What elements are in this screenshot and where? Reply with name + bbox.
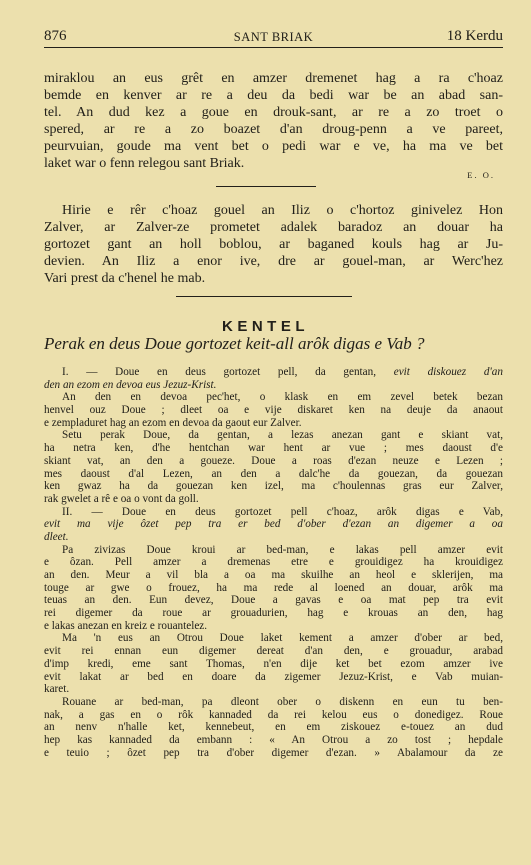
text-run: nak, a gas en o rôk kannaded da rei kelou eus o donedigez. Roue (44, 708, 503, 721)
section-title: KENTEL (222, 318, 309, 335)
text-line: gortozet gant an holl boblou, ar baganed kouls hag ar Ju- (44, 237, 503, 252)
text-run: e lakas anezan en kreiz e rouantelez. (44, 619, 208, 632)
text-run: e teuio ; ôzet pep tra d'ober digemer d'ezan. » Abalamour da ze (44, 746, 503, 759)
text-run: mes daoust d'al Lezen, an den a dalc'he da gouezan, da gouezan (44, 467, 503, 480)
paragraph-1 (44, 70, 503, 172)
text-line (44, 607, 503, 620)
text-run: hep kas kannaded da embann : « An Otrou a zo tost ; hepdale (44, 733, 503, 746)
paragraph-2 (44, 202, 503, 287)
text-line: laket war o fenn relegou sant Briak. (44, 156, 245, 171)
text-line (44, 518, 503, 531)
text-line (44, 747, 503, 760)
text-line (44, 391, 503, 404)
italic-run: den an ezom en devoa eus Jezuz-Krist. (44, 378, 217, 391)
text-run: e ôzan. Pell amzer a dremenas etre e grouidigez ha krouidigez (44, 556, 503, 569)
text-line: devien. An Iliz a enor ive, dre ar gouel-man, ar Werc'hez (44, 254, 503, 269)
text-line (44, 683, 503, 696)
page-number: 876 (44, 28, 67, 44)
text-run: ken gwaz ha da gouezan ken izel, ma c'houlennas gras eur Zalver, (44, 480, 503, 493)
section-divider (176, 296, 352, 297)
running-title: SANT BRIAK (233, 30, 314, 44)
text-run: Ma 'n eus an Otrou Doue laket kement a amzer d'ober ar bed, (62, 632, 503, 645)
text-line (44, 709, 503, 722)
text-line (44, 645, 503, 658)
header-date: 18 Kerdu (446, 28, 503, 44)
text-line: peurvuian, goude ma vent bet o pedi war e ve, ha ma ve bet (44, 139, 503, 154)
italic-run: evit diskouez d'an (393, 366, 503, 378)
text-line (44, 582, 503, 595)
text-run: karet. (44, 683, 70, 696)
text-run: henvel ouz Doue ; dleet oa e vije diskaret ken na deuje da anaout (44, 404, 503, 417)
text-line (44, 417, 503, 430)
text-line (44, 493, 503, 506)
divider (216, 186, 316, 187)
text-line: Hirie e rêr c'hoaz gouel an Iliz o c'hortoz ginivelez Hon (62, 203, 503, 218)
text-line (44, 620, 503, 633)
text-run: rei digemer da roue ar grouadurien, hag e krouas an den, hag (44, 607, 503, 620)
text-line (44, 569, 503, 582)
text-run: d'imp kredi, eme sant Thomas, n'en dije ket bet ezom amzer ive (44, 657, 503, 670)
text-line (44, 455, 503, 468)
text-run: I. — Doue en deus gortozet pell, da gentan, (62, 366, 394, 378)
text-run: evit lakat ar bed en doare da zigemer Jezuz-Krist, e Vab muian- (44, 670, 503, 683)
text-line: Vari prest da c'henel he mab. (44, 271, 206, 286)
text-line (44, 404, 503, 417)
text-line (44, 696, 503, 709)
text-line (44, 671, 503, 684)
text-run: skiant vat, an den a goueze. Doue a roas d'ezan neuze e Lezen ; (44, 454, 503, 467)
text-run: touge ar gwe o frouez, ha ma rede al loened an douar, arôk ma (44, 581, 503, 594)
text-line (44, 556, 503, 569)
text-line: tel. An dud kez a goue en drouk-sant, ar re a zo troet o (44, 105, 503, 120)
text-run: Rouane ar bed-man, pa dleont ober o diskenn en eun tu ben- (62, 695, 503, 708)
italic-run: evit ma vije ôzet pep tra er bed d'ober d'ezan an digemer a oa (44, 518, 503, 531)
text-line (44, 506, 503, 519)
text-run: Setu perak Doue, da gentan, a lezas anezan gant e skiant vat, (62, 429, 503, 442)
text-run: ha netra ken, d'he hentchan war hent ar vue ; mes daoust d'e (44, 442, 503, 455)
text-line: spered, ar re a zo boazet d'an droug-penn a ve pareet, (44, 122, 503, 137)
italic-run: dleet. (44, 530, 69, 543)
text-line (44, 721, 503, 734)
text-line: Zalver, ar Zalver-ze prometet adalek baradoz an douar ha (44, 220, 503, 235)
text-line (44, 480, 503, 493)
text-line (44, 658, 503, 671)
text-line (44, 379, 503, 392)
text-run: teuas an den. Eun devez, Doue a gavas e oa mat pep tra evit (44, 594, 503, 607)
header-rule (44, 47, 503, 48)
text-run: evit rei ennan eun digemer dereat d'an den, e grouadur, arabad (44, 645, 503, 658)
text-line (44, 531, 503, 544)
text-run: an den. Meur a vil bla a oa ma skuilhe an heol e sklerijen, ma (44, 569, 503, 581)
text-line (44, 468, 503, 481)
text-run: e zempladuret hag an ezom en devoa da gaout eur Zalver. (44, 416, 302, 429)
lesson-text (44, 366, 503, 759)
text-line (44, 442, 503, 455)
text-run: an nenv n'halle ket, kennebeut, en em ziskouez e-touez an dud (44, 721, 503, 734)
text-run: Pa zivizas Doue kroui ar bed-man, e lakas pell amzer evit (62, 543, 503, 556)
text-line (44, 366, 503, 379)
text-run: II. — Doue en deus gortozet pell c'hoaz, arôk digas e Vab, (62, 505, 503, 518)
text-line (44, 544, 503, 557)
text-line (44, 429, 503, 442)
signature: E. O. (467, 170, 495, 180)
text-run: An den en devoa pec'het, o klask en em zevel betek bezan (62, 391, 503, 404)
section-subtitle: Perak en deus Doue gortozet keit-all arôk digas e Vab ? (44, 334, 425, 353)
text-line (44, 632, 503, 645)
text-line (44, 734, 503, 747)
text-line: bemde en kenver ar re a deu da bedi war be an abad san- (44, 88, 503, 103)
text-run: rak gwelet a rê e oa o vont da goll. (44, 492, 199, 505)
text-line (44, 594, 503, 607)
text-line: miraklou an eus grêt en amzer dremenet hag a ra c'hoaz (44, 71, 503, 86)
